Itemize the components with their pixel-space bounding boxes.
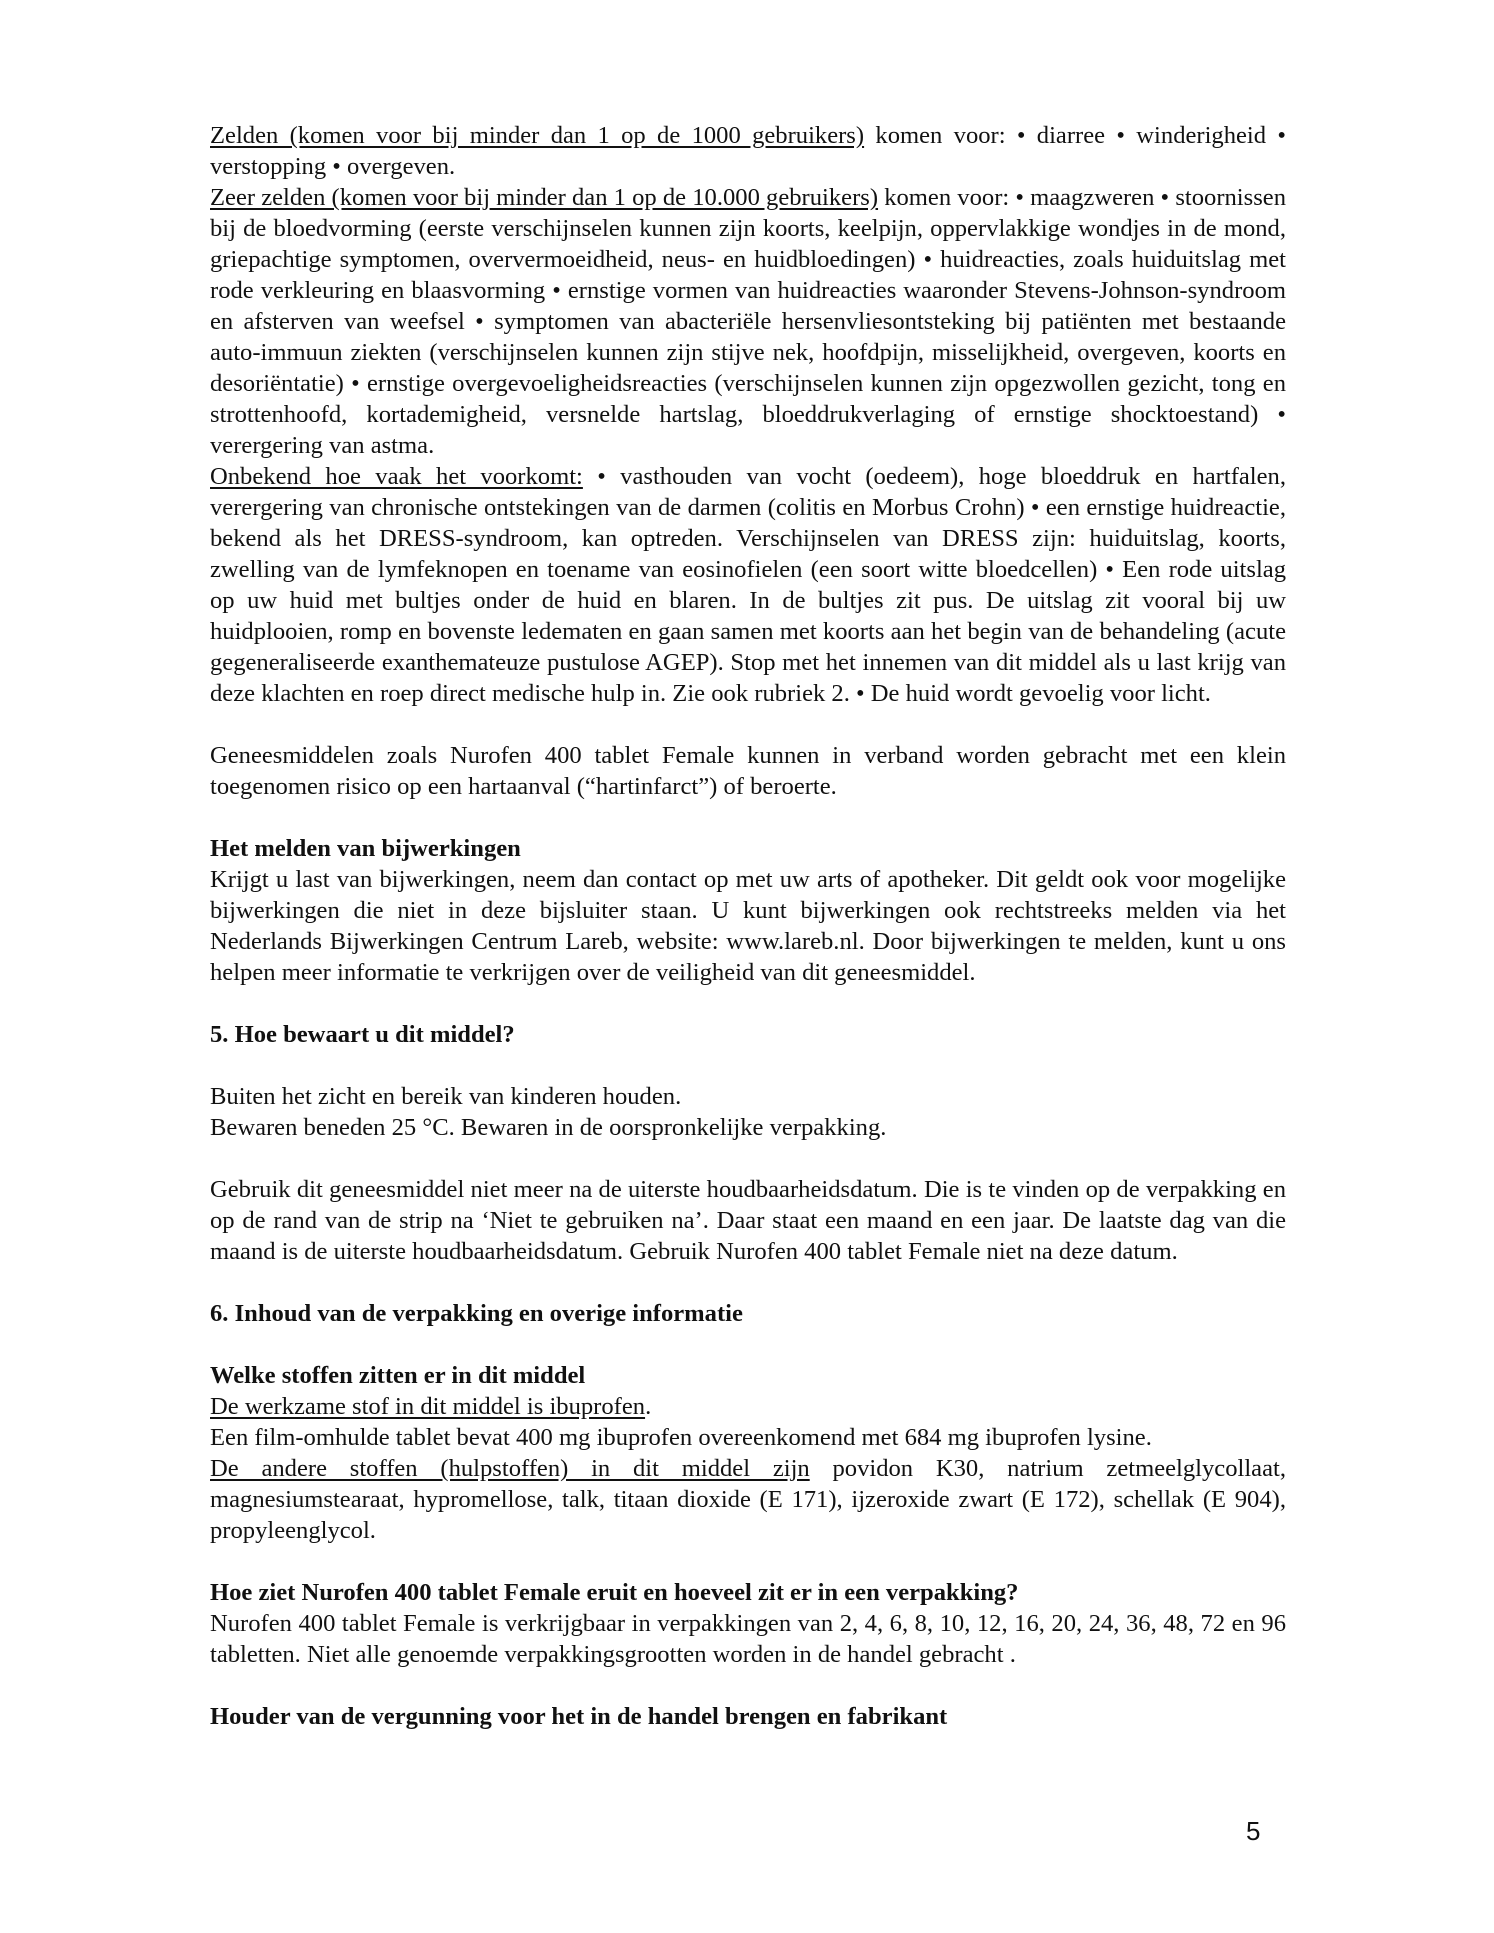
spacer (210, 1546, 1286, 1577)
unknown-frequency-side-effects (210, 461, 1286, 709)
storage-line-2: Bewaren beneden 25 °C. Bewaren in de oorspronkelijke verpakking. (210, 1114, 887, 1141)
rare-label: Zelden (komen voor bij minder dan 1 op de 1000 gebruikers) (210, 122, 865, 149)
active-substance (210, 1391, 1286, 1422)
rare-text: komen voor: • diarree • winderigheid • verstopping • overgeven. (210, 122, 1286, 180)
active-label: De werkzame stof in dit middel is ibuprofen (210, 1393, 646, 1420)
spacer (210, 1050, 1286, 1081)
storage-line-1: Buiten het zicht en bereik van kinderen houden. (210, 1083, 682, 1110)
section6-heading: 6. Inhoud van de verpakking en overige informatie (210, 1300, 743, 1327)
unknown-label: Onbekend hoe vaak het voorkomt: (210, 463, 583, 490)
section5-heading: 5. Hoe bewaart u dit middel? (210, 1021, 515, 1048)
holder-heading: Houder van de vergunning voor het in de handel brengen en fabrikant (210, 1703, 948, 1730)
active-tail: . (645, 1393, 652, 1420)
active-substance-text: Een film-omhulde tablet bevat 400 mg ibuprofen overeenkomend met 684 mg ibuprofen lysine. (210, 1424, 1152, 1451)
spacer (210, 709, 1286, 740)
other-substances (210, 1453, 1286, 1546)
other-label: De andere stoffen (hulpstoffen) in dit middel zijn (210, 1455, 810, 1482)
spacer (210, 1267, 1286, 1298)
reporting-heading: Het melden van bijwerkingen (210, 835, 521, 862)
spacer (210, 988, 1286, 1019)
expiry-paragraph: Gebruik dit geneesmiddel niet meer na de uiterste houdbaarheidsdatum. Die is te vinden op de verpakking en op de rand van de strip na ‘Niet te gebruiken na’. Daar staat een maand en een jaar. De laatste dag van die maand is de uiterste houdbaarheidsdatum. Gebruik Nurofen 400 tablet Female niet na deze datum. (210, 1176, 1286, 1265)
appearance-heading: Hoe ziet Nurofen 400 tablet Female eruit en hoeveel zit er in een verpakking? (210, 1579, 1019, 1606)
other-text: povidon K30, natrium zetmeelglycollaat, magnesiumstearaat, hypromellose, talk, titaan dioxide (E 171), ijzeroxide zwart (E 172), schellak (E 904), propyleenglycol. (210, 1455, 1286, 1544)
very-rare-side-effects (210, 182, 1286, 461)
spacer (210, 1143, 1286, 1174)
very-rare-text: komen voor: • maagzweren • stoornissen bij de bloedvorming (eerste verschijnselen kunnen zijn koorts, keelpijn, oppervlakkige wondjes in de mond, griepachtige symptomen, oververmoeidheid, neus- en huidbloedingen) • huidreacties, zoals huiduitslag met rode verkleuring en blaasvorming • ernstige vormen van huidreacties waaronder Stevens-Johnson-syndroom en afsterven van weefsel • symptomen van abacteriële hersenvliesontsteking bij patiënten met bestaande auto-immuun ziekten (verschijnselen kunnen zijn stijve nek, hoofdpijn, misselijkheid, overgeven, koorts en desoriëntatie) • ernstige overgevoeligheidsreacties (verschijnselen kunnen zijn opgezwollen gezicht, tong en strottenhoofd, kortademigheid, versnelde hartslag, bloeddrukverlaging of ernstige shocktoestand) • verergering van astma. (210, 184, 1286, 459)
reporting-text: Krijgt u last van bijwerkingen, neem dan contact op met uw arts of apotheker. Dit geldt ook voor mogelijke bijwerkingen die niet in deze bijsluiter staan. U kunt bijwerkingen ook rechtstreeks melden via het Nederlands Bijwerkingen Centrum Lareb, website: www.lareb.nl. Door bijwerkingen te melden, kunt u ons helpen meer informatie te verkrijgen over de veiligheid van dit geneesmiddel. (210, 866, 1286, 986)
rare-side-effects (210, 120, 1286, 182)
heart-risk-paragraph: Geneesmiddelen zoals Nurofen 400 tablet Female kunnen in verband worden gebracht met een klein toegenomen risico op een hartaanval (“hartinfarct”) of beroerte. (210, 742, 1286, 800)
spacer (210, 1670, 1286, 1701)
spacer (210, 802, 1286, 833)
leaflet-page (210, 120, 1286, 1732)
very-rare-label: Zeer zelden (komen voor bij minder dan 1 op de 10.000 gebruikers) (210, 184, 879, 211)
page-number: 5 (1246, 1816, 1261, 1846)
appearance-text: Nurofen 400 tablet Female is verkrijgbaar in verpakkingen van 2, 4, 6, 8, 10, 12, 16, 20, 24, 36, 48, 72 en 96 tabletten. Niet alle genoemde verpakkingsgrootten worden in de handel gebracht . (210, 1610, 1286, 1668)
unknown-text: • vasthouden van vocht (oedeem), hoge bloeddruk en hartfalen, verergering van chronische ontstekingen van de darmen (colitis en Morbus Crohn) • een ernstige huidreactie, bekend als het DRESS-syndroom, kan optreden. Verschijnselen van DRESS zijn: huiduitslag, koorts, zwelling van de lymfeknopen en toename van eosinofielen (een soort witte bloedcellen) • Een rode uitslag op uw huid met bultjes onder de huid en blaren. In de bultjes zit pus. De uitslag zit vooral bij uw huidplooien, romp en bovenste ledematen en gaan samen met koorts aan het begin van de behandeling (acute gegeneraliseerde exanthemateuze pustulose AGEP). Stop met het innemen van dit middel als u last krijg van deze klachten en roep direct medische hulp in. Zie ook rubriek 2. • De huid wordt gevoelig voor licht. (210, 463, 1286, 707)
substances-heading: Welke stoffen zitten er in dit middel (210, 1362, 586, 1389)
spacer (210, 1329, 1286, 1360)
